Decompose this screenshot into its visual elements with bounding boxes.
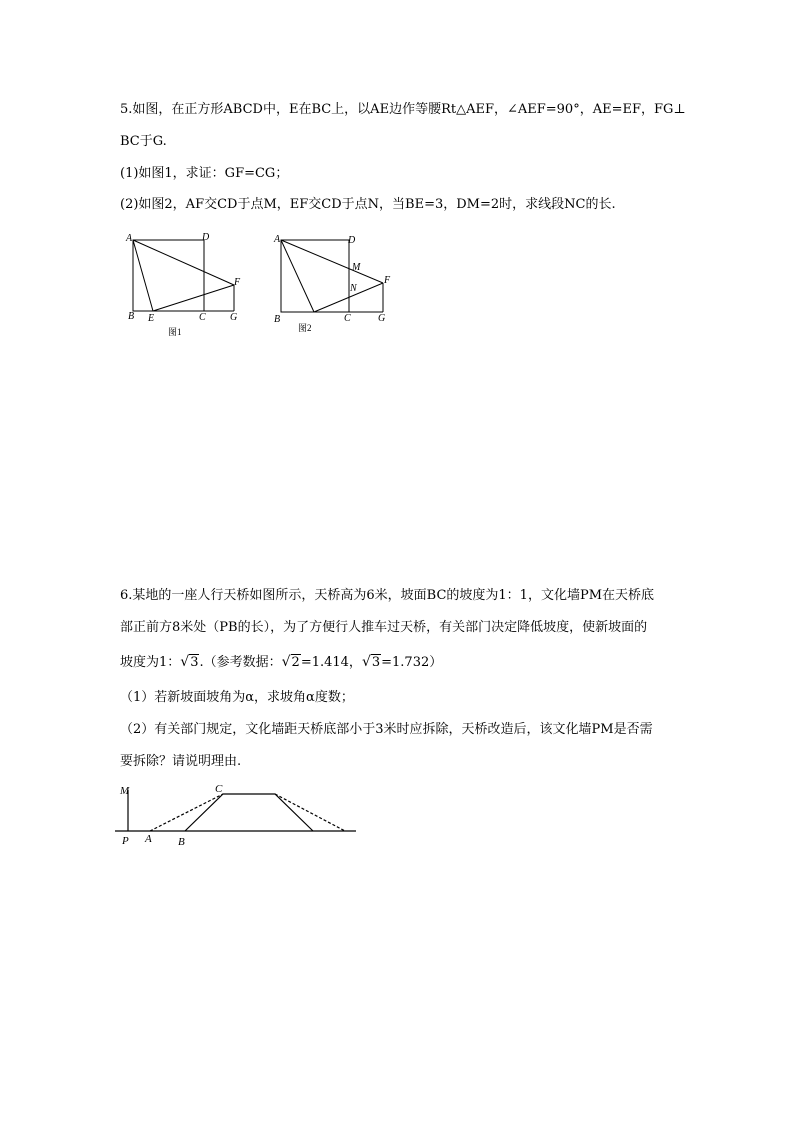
bridge-outline [185,794,313,831]
label-d: D [348,235,356,246]
problem6-line3 [120,653,442,672]
label-c: C [215,783,223,795]
segment-ae [281,240,314,312]
label-m: M [352,262,361,273]
segment-af [133,240,234,285]
sqrt2-value: 2 [291,655,300,670]
square-abcd [133,240,204,311]
reference-prefix: .（参考数据： [199,655,282,670]
label-a: A [126,233,133,244]
label-e: E [148,313,155,324]
sqrt3-approx: =1.732） [381,655,443,670]
label-p: P [122,835,129,847]
sqrt3-value: 3 [190,655,199,670]
label-b: B [178,836,185,848]
slope-prefix: 坡度为1： [120,655,181,670]
label-f: F [384,275,391,286]
problem5-line3: (1)如图1，求证：GF=CG； [120,166,289,181]
label-a: A [274,234,281,245]
problem6-line6: 要拆除？请说明理由. [120,754,242,769]
label-f: F [234,277,241,288]
figure2-caption: 图2 [298,323,312,333]
problem6-line1: 6.某地的一座人行天桥如图所示，天桥高为6米，坡面BC的坡度为1：1，文化墙PM在天桥底 [120,588,655,603]
sqrt3-expression: √3 [180,654,199,670]
sqrt3b-expression: √3 [361,654,381,670]
label-b: B [274,314,281,325]
segment-ae [133,240,153,311]
label-c: C [344,313,351,324]
bridge-diagram [115,778,360,848]
sqrt3b-value: 3 [371,655,381,670]
new-slope-left [150,794,223,831]
figure2-diagram [268,228,408,338]
sqrt2-approx: =1.414， [300,655,362,670]
segment-ef [153,285,234,311]
problem6-line2: 部正前方8米处（PB的长），为了方便行人推车过天桥，有关部门决定降低坡度，使新坡面的 [120,620,648,635]
label-b: B [128,311,135,322]
label-n: N [350,283,357,294]
label-g: G [378,313,386,324]
problem6-line4: （1）若新坡面坡角为α，求坡角α度数； [120,690,354,705]
label-m: M [120,785,130,797]
problem5-line1: 5.如图，在正方形ABCD中，E在BC上，以AE边作等腰Rt△AEF，∠AEF=90°，AE=EF，FG⊥ [120,102,686,117]
segment-af [281,240,383,283]
problem6-line5: （2）有关部门规定，文化墙距天桥底部小于3米时应拆除，天桥改造后，该文化墙PM是否需 [120,722,653,737]
label-a: A [145,833,152,845]
new-slope-right [275,794,345,831]
figure1-diagram [120,228,260,338]
figure1-caption: 图1 [168,327,182,337]
problem5-line2: BC于G. [120,134,167,149]
label-g: G [230,312,238,323]
sqrt2-expression: √2 [281,654,300,670]
label-c: C [199,312,206,323]
label-d: D [202,232,210,243]
problem5-line4: (2)如图2，AF交CD于点M，EF交CD于点N，当BE=3，DM=2时，求线段NC的长. [120,197,616,212]
